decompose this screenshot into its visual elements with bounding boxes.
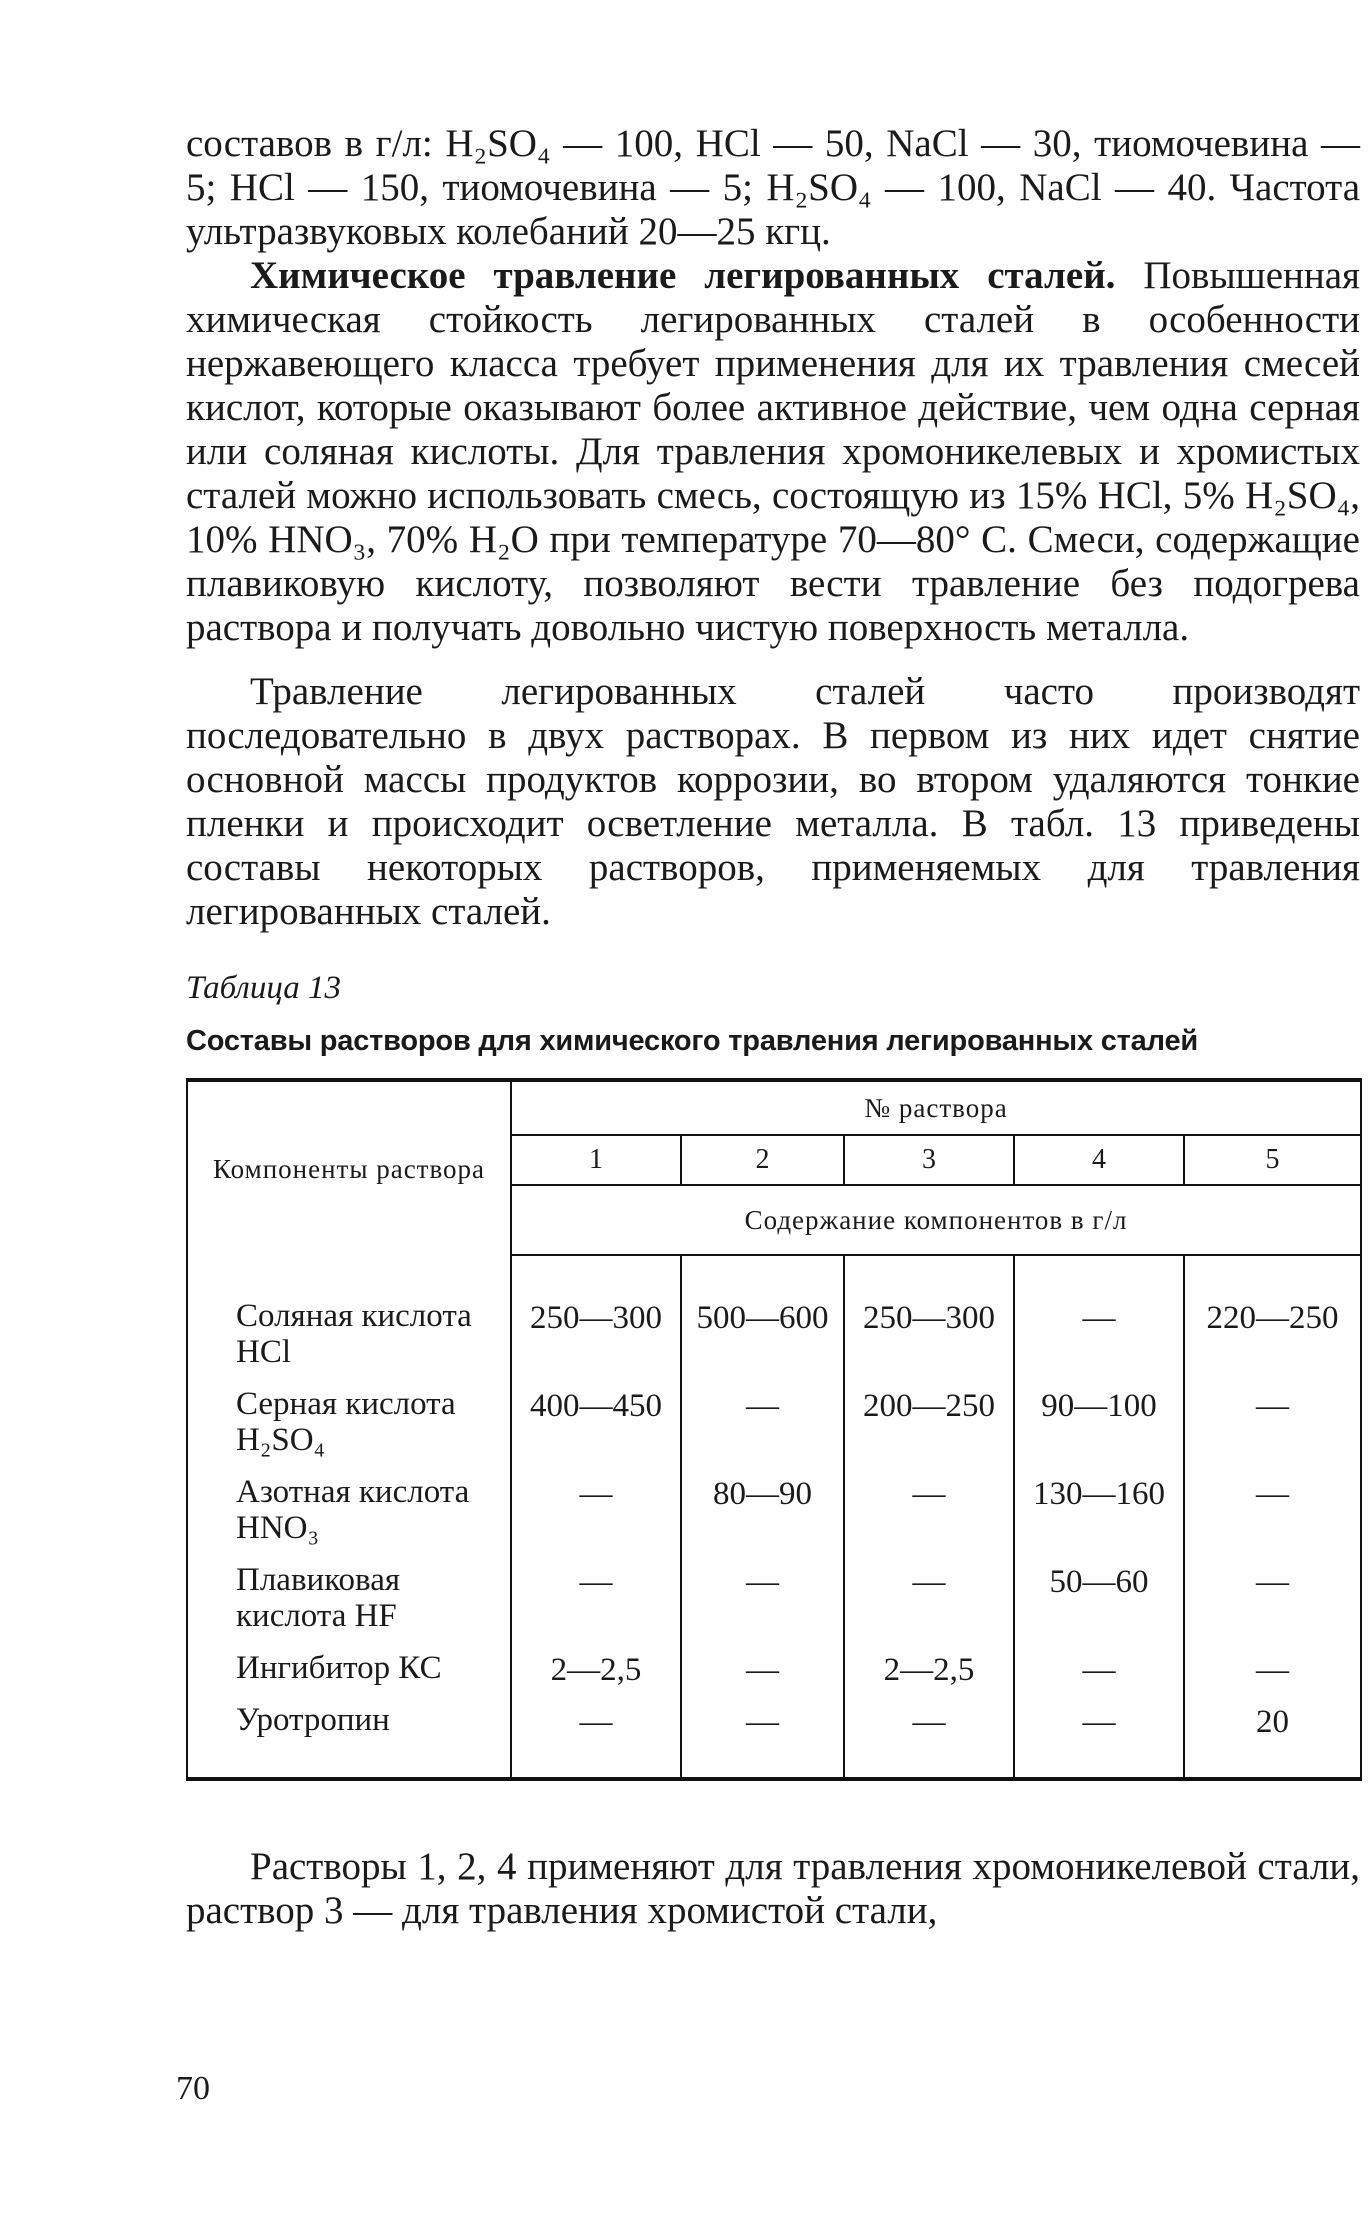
- table-cell: —: [1014, 1650, 1184, 1702]
- paragraph-1: составов в г/л: H₂SO₄ — 100, HCl — 50, NaCl — 30, тиомочевина — 5; HCl — 150, тиомочевина — 5; H₂SO₄ — 100, NaCl — 40. Частота ультразвуковых колебаний 20—25 кгц.: [186, 122, 1360, 253]
- table-cell: —: [1014, 1702, 1184, 1779]
- table-cell: 250—300: [511, 1298, 681, 1386]
- table-cell: 200—250: [844, 1386, 1014, 1474]
- table-cell: —: [1014, 1298, 1184, 1386]
- table-cell: —: [844, 1562, 1014, 1650]
- table-row: [187, 1702, 1361, 1779]
- table-cell: 500—600: [681, 1298, 844, 1386]
- table-cell: —: [844, 1702, 1014, 1779]
- header-solution-3: 3: [844, 1135, 1014, 1185]
- paragraph-2: [186, 254, 1360, 650]
- section-heading: Химическое травление легированных сталей.: [250, 254, 1116, 297]
- paragraph-3: [186, 670, 1360, 934]
- table-cell: 130—160: [1014, 1474, 1184, 1562]
- table-cell: 2—2,5: [844, 1650, 1014, 1702]
- book-page: [186, 122, 1360, 1933]
- paragraph-2-body: Повышенная химическая стойкость легированных сталей в особенности нержавеющего класса требует применения для их травления смесей кислот, которые оказывают более активное действие, чем одна серная или соляная кислоты. Для травления хромоникелевых и хромистых сталей можно использовать смесь, состоящую из 15% HCl, 5% H₂SO₄, 10% HNO₃, 70% H₂O при температуре 70—80° С. Смеси, содержащие плавиковую кислоту, позволяют вести травление без подогрева раствора и получать довольно чистую поверхность металла.: [186, 254, 1360, 649]
- row-name: Азотная кислота HNO₃: [236, 1474, 470, 1546]
- table-cell: —: [1184, 1562, 1361, 1650]
- header-units: Содержание компонентов в г/л: [511, 1185, 1361, 1255]
- row-name: Ингибитор КС: [236, 1650, 442, 1686]
- table-cell: —: [511, 1562, 681, 1650]
- header-solution-5: 5: [1184, 1135, 1361, 1185]
- header-solution-number: № раствора: [511, 1080, 1361, 1135]
- header-solution-1: 1: [511, 1135, 681, 1185]
- header-solution-2: 2: [681, 1135, 844, 1185]
- table-row: [187, 1474, 1361, 1562]
- table-cell: —: [844, 1474, 1014, 1562]
- table-caption: Таблица 13: [186, 970, 341, 1006]
- table-cell: —: [1184, 1650, 1361, 1702]
- header-components: Компоненты раствора: [187, 1080, 511, 1255]
- table-cell: —: [681, 1650, 844, 1702]
- table-row: [187, 1298, 1361, 1386]
- table-cell: —: [511, 1474, 681, 1562]
- table-title: Составы растворов для химического травления легированных сталей: [186, 1025, 1199, 1057]
- table-cell: —: [681, 1386, 844, 1474]
- table-cell: 2—2,5: [511, 1650, 681, 1702]
- table-cell: 20: [1184, 1702, 1361, 1779]
- paragraph-4: [186, 1845, 1360, 1933]
- table-row: [187, 1650, 1361, 1702]
- row-name: Уротропин: [236, 1702, 390, 1738]
- table-cell: —: [1184, 1386, 1361, 1474]
- table-cell: —: [681, 1562, 844, 1650]
- header-solution-4: 4: [1014, 1135, 1184, 1185]
- page-number: 70: [176, 2070, 210, 2107]
- row-name: Соляная кислота HCl: [236, 1298, 472, 1370]
- table-cell: —: [1184, 1474, 1361, 1562]
- table-cell: 220—250: [1184, 1298, 1361, 1386]
- table-row: [187, 1386, 1361, 1474]
- paragraph-4-text: Растворы 1, 2, 4 применяют для травления хромоникелевой стали, раствор 3 — для травления хромистой стали,: [186, 1845, 1360, 1932]
- paragraph-3-text: Травление легированных сталей часто производят последовательно в двух растворах. В первом из них идет снятие основной массы продуктов коррозии, во втором удаляются тонкие пленки и происходит осветление металла. В табл. 13 приведены составы некоторых растворов, применяемых для травления легированных сталей.: [186, 670, 1360, 933]
- table-cell: 90—100: [1014, 1386, 1184, 1474]
- table-cell: 80—90: [681, 1474, 844, 1562]
- row-name: Плавиковая кислота HF: [236, 1562, 401, 1634]
- table-cell: —: [681, 1702, 844, 1779]
- table-cell: —: [511, 1702, 681, 1779]
- table-cell: 250—300: [844, 1298, 1014, 1386]
- row-name: Серная кислота H₂SO₄: [236, 1386, 456, 1458]
- table-cell: 50—60: [1014, 1562, 1184, 1650]
- table-row: [187, 1562, 1361, 1650]
- table-cell: 400—450: [511, 1386, 681, 1474]
- composition-table: [186, 1078, 1362, 1781]
